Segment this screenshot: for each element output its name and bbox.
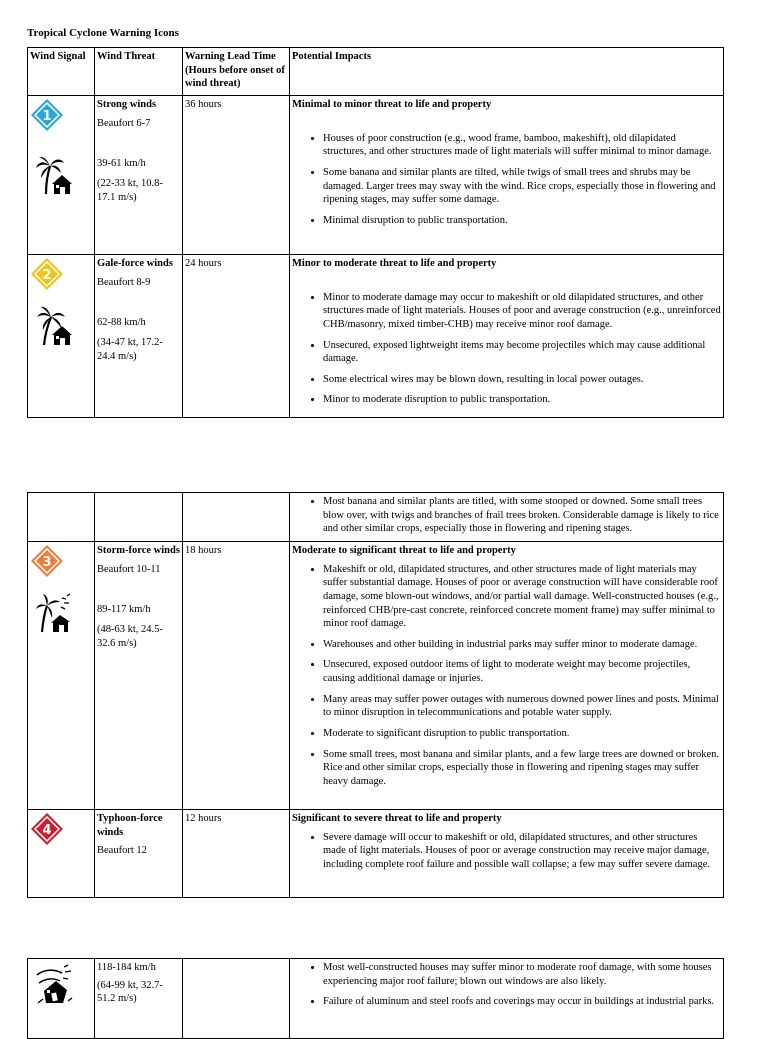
header-potential-impacts: Potential Impacts	[290, 48, 724, 96]
wind-signal-cell	[28, 493, 95, 542]
impacts-cell	[290, 493, 724, 542]
lead-time-cell	[183, 493, 290, 542]
signal-1-icon	[30, 98, 64, 132]
lead-time-cell: 12 hours	[183, 810, 290, 898]
list-item: • Houses of poor construction (e.g., wood frame, bamboo, makeshift), old dilapidated structures, and other structures made of light materials will suffer minimal to minor damage.	[323, 132, 721, 159]
beaufort: Beaufort 8-9	[97, 276, 151, 288]
impacts-cell	[290, 96, 724, 255]
palm-house-icon	[34, 305, 74, 347]
impact-list	[292, 831, 721, 872]
table-row-signal-4	[28, 810, 724, 898]
speed-kmh: 39-61 km/h	[97, 158, 146, 170]
beaufort: Beaufort 10-11	[97, 563, 161, 575]
impacts-cell	[290, 959, 724, 1039]
table-row-signal-2	[28, 255, 724, 418]
header-wind-threat: Wind Threat	[95, 48, 183, 96]
table-header-row	[28, 48, 724, 96]
signal-2-icon	[30, 257, 64, 291]
threat-name: Strong winds	[97, 99, 157, 110]
impacts-cell	[290, 255, 724, 418]
header-wind-signal: Wind Signal	[28, 48, 95, 96]
impact-title: Minimal to minor threat to life and property	[292, 99, 492, 110]
wind-signal-cell	[28, 542, 95, 810]
svg-text:1: 1	[42, 109, 52, 124]
threat-name: Storm-force winds	[97, 545, 180, 556]
speed-other: (64-99 kt, 32.7-51.2 m/s)	[97, 979, 163, 1005]
wind-threat-cell	[95, 810, 183, 898]
list-item: • Severe damage will occur to makeshift or old, dilapidated structures, and other structures made of light materials. Houses of poor or average construction may receive major damage, including complete roof failure and possible wall collapse; a few may suffer severe damage.	[323, 831, 721, 872]
wind-threat-cell	[95, 542, 183, 810]
threat-name: Gale-force winds	[97, 258, 173, 269]
impact-list	[292, 291, 721, 407]
lead-time-cell: 36 hours	[183, 96, 290, 255]
warning-table-part-2	[27, 492, 724, 898]
table-row-signal-1	[28, 96, 724, 255]
wind-threat-cell	[95, 493, 183, 542]
table-row-signal-4-continued	[28, 959, 724, 1039]
header-lead-time: Warning Lead Time (Hours before onset of wind threat)	[183, 48, 290, 96]
threat-name: Typhoon-force winds	[97, 813, 163, 838]
warning-table-part-3	[27, 958, 724, 1039]
list-item: • Makeshift or old, dilapidated structures, and other structures made of light materials may suffer substantial damage. Houses of poor or average construction will have considerable roof damage, some blown-out windows, and/or partial wall damage. Well-constructed houses (e.g., reinforced CHB/pre-cast concrete, reinforced concrete moment frame) may suffer minimal to minor roof damage.	[323, 563, 721, 631]
wind-threat-cell	[95, 96, 183, 255]
signal-3-icon	[30, 544, 64, 578]
lead-time-cell: 18 hours	[183, 542, 290, 810]
palm-house-icon	[34, 154, 74, 196]
wind-signal-cell	[28, 959, 95, 1039]
list-item: • Some electrical wires may be blown down, resulting in local power outages.	[323, 373, 721, 387]
speed-other: (22-33 kt, 10.8-17.1 m/s)	[97, 177, 163, 203]
impact-title: Moderate to significant threat to life and property	[292, 545, 516, 556]
list-item: • Most banana and similar plants are titled, with some stooped or downed. Some small trees blow over, with twigs and branches of frail trees broken. Considerable damage is likely to rice and other similar crops, especially those in flowering and ripening stages.	[323, 495, 721, 536]
impact-list	[292, 132, 721, 228]
impact-title: Minor to moderate threat to life and property	[292, 258, 497, 269]
table-row-signal-3	[28, 542, 724, 810]
wind-signal-cell	[28, 810, 95, 898]
list-item: • Minimal disruption to public transportation.	[323, 214, 721, 228]
list-item: • Many areas may suffer power outages with numerous downed power lines and posts. Minimal to minor disruption in telecommunications and potable water supply.	[323, 693, 721, 720]
list-item: • Warehouses and other building in industrial parks may suffer minor to moderate damage.	[323, 638, 721, 652]
impact-list	[292, 563, 721, 789]
impacts-cell	[290, 810, 724, 898]
list-item: • Most well-constructed houses may suffer minor to moderate roof damage, with some houses experiencing major roof failure; blown out windows are also likely.	[323, 961, 721, 988]
list-item: • Minor to moderate damage may occur to makeshift or old dilapidated structures, and other structures made of light materials. Houses of poor and average construction (e.g., unreinforced CHB/masonry, mixed timber-CHB) may receive minor roof damage.	[323, 291, 721, 332]
speed-kmh: 118-184 km/h	[97, 962, 156, 973]
list-item: • Failure of aluminum and steel roofs and coverings may occur in buildings at industrial parks.	[323, 995, 721, 1009]
list-item: • Unsecured, exposed lightweight items may become projectiles which may cause additional damage.	[323, 339, 721, 366]
impact-title: Significant to severe threat to life and property	[292, 813, 502, 824]
speed-other: (34-47 kt, 17.2-24.4 m/s)	[97, 336, 163, 362]
wind-signal-cell	[28, 96, 95, 255]
storm-house-icon	[34, 592, 74, 634]
impacts-cell	[290, 542, 724, 810]
lead-time-cell: 24 hours	[183, 255, 290, 418]
list-item: • Some small trees, most banana and similar plants, and a few large trees are downed or broken. Rice and other similar crops, especially those in flowering and ripening stages may suffer heavy damage.	[323, 748, 721, 789]
list-item: • Some banana and similar plants are tilted, while twigs of small trees and shrubs may be damaged. Larger trees may sway with the wind. Rice crops, especially those in flowering and ripening stages, may suffer some damage.	[323, 166, 721, 207]
svg-text:2: 2	[42, 268, 52, 283]
svg-text:3: 3	[42, 555, 52, 570]
speed-kmh: 62-88 km/h	[97, 317, 146, 329]
list-item: • Minor to moderate disruption to public transportation.	[323, 393, 721, 407]
svg-text:4: 4	[42, 823, 52, 838]
impact-list	[292, 961, 721, 1009]
typhoon-house-icon	[34, 963, 74, 1005]
wind-threat-cell	[95, 255, 183, 418]
speed-kmh: 89-117 km/h	[97, 604, 151, 616]
speed-other: (48-63 kt, 24.5-32.6 m/s)	[97, 623, 163, 649]
wind-signal-cell	[28, 255, 95, 418]
impact-list	[292, 495, 721, 536]
table-row-continued	[28, 493, 724, 542]
page-title: Tropical Cyclone Warning Icons	[27, 27, 179, 39]
list-item: • Unsecured, exposed outdoor items of light to moderate weight may become projectiles, causing additional damage or injuries.	[323, 658, 721, 685]
signal-4-icon	[30, 812, 64, 846]
lead-time-cell	[183, 959, 290, 1039]
wind-threat-cell	[95, 959, 183, 1039]
beaufort: Beaufort 12	[97, 845, 147, 857]
list-item: • Moderate to significant disruption to public transportation.	[323, 727, 721, 741]
warning-table-part-1	[27, 47, 724, 418]
beaufort: Beaufort 6-7	[97, 117, 151, 129]
